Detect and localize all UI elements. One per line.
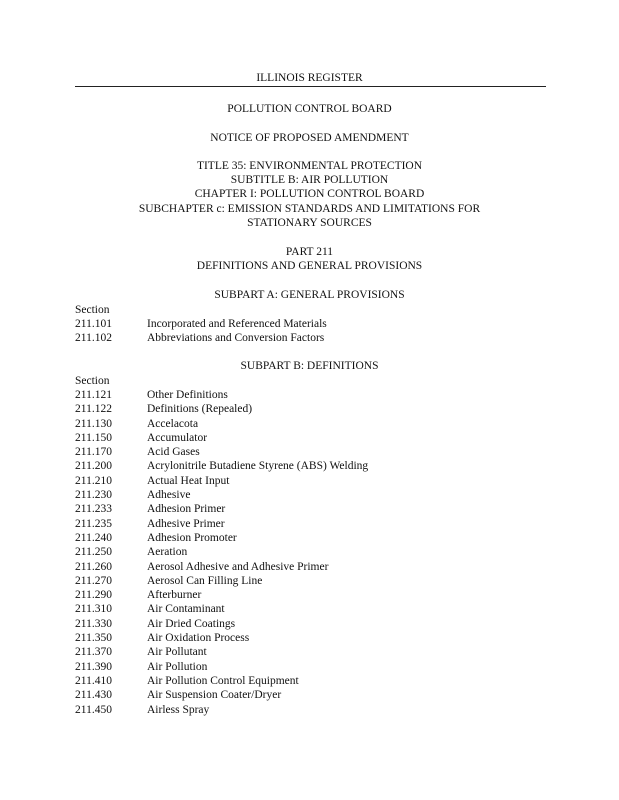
section-number: 211.150 [75,431,112,444]
section-number: 211.101 [75,318,112,330]
section-number: 211.233 [75,503,112,516]
subpart-b-section-list [75,388,368,717]
section-title: Air Pollution [147,660,208,673]
section-entry [75,602,368,616]
section-number: 211.122 [75,403,112,416]
section-title: Aerosol Adhesive and Adhesive Primer [147,560,329,573]
section-number: 211.235 [75,517,112,530]
section-entry [75,674,368,688]
section-entry [75,317,327,331]
section-title: Acid Gases [147,446,200,459]
section-number: 211.200 [75,460,112,473]
section-number: 211.450 [75,703,112,716]
section-number: 211.370 [75,646,112,659]
section-title: Actual Heat Input [147,474,230,487]
section-title: Aeration [147,546,188,559]
section-number: 211.290 [75,589,112,602]
section-title: Aerosol Can Filling Line [147,574,263,587]
section-number: 211.430 [75,689,112,702]
title-line-5: STATIONARY SOURCES [247,217,372,229]
section-number: 211.102 [75,332,112,345]
register-header: ILLINOIS REGISTER [256,72,363,84]
section-entry [75,402,368,416]
section-number: 211.121 [75,389,112,401]
section-title: Air Suspension Coater/Dryer [147,689,282,702]
section-title: Adhesion Promoter [147,531,237,544]
subpart-a-section-label: Section [75,304,110,316]
title-line-1: TITLE 35: ENVIRONMENTAL PROTECTION [196,160,423,172]
section-title: Adhesion Primer [147,503,226,516]
section-entry [75,703,368,717]
subpart-a-section-list [75,317,327,346]
section-entry [75,488,368,502]
section-number: 211.230 [75,489,112,502]
section-entry [75,445,368,459]
section-entry [75,517,368,531]
section-number: 211.270 [75,574,112,587]
section-entry [75,688,368,702]
title-line-2: SUBTITLE B: AIR POLLUTION [230,174,389,186]
section-title: Air Oxidation Process [147,632,250,645]
header-divider [75,86,546,87]
section-number: 211.250 [75,546,112,559]
section-entry [75,645,368,659]
section-entry [75,588,368,602]
section-number: 211.170 [75,446,112,459]
section-entry [75,459,368,473]
section-number: 211.240 [75,531,112,544]
part-number: PART 211 [285,246,334,258]
section-title: Incorporated and Referenced Materials [147,318,327,330]
section-entry [75,474,368,488]
section-title: Air Pollution Control Equipment [147,674,299,687]
section-entry [75,388,368,402]
section-title: Adhesive Primer [147,517,225,530]
section-entry [75,660,368,674]
section-title: Air Pollutant [147,646,207,659]
section-number: 211.310 [75,603,112,616]
subpart-b-section-label: Section [75,375,110,387]
section-number: 211.350 [75,632,112,645]
section-number: 211.130 [75,417,112,430]
section-entry [75,417,368,431]
section-entry [75,331,327,345]
section-title: Accumulator [147,431,208,444]
subpart-a-heading: SUBPART A: GENERAL PROVISIONS [214,289,405,301]
section-title: Abbreviations and Conversion Factors [147,332,325,345]
section-entry [75,631,368,645]
section-entry [75,617,368,631]
section-number: 211.210 [75,474,112,487]
title-line-3: CHAPTER I: POLLUTION CONTROL BOARD [194,188,425,200]
section-number: 211.260 [75,560,112,573]
section-title: Airless Spray [147,703,210,716]
section-title: Acrylonitrile Butadiene Styrene (ABS) Welding [147,460,369,473]
section-title: Definitions (Repealed) [147,403,253,416]
section-title: Afterburner [147,589,202,602]
section-title: Air Contaminant [147,603,225,616]
section-title: Adhesive [147,489,191,502]
section-entry [75,431,368,445]
section-title: Other Definitions [147,389,228,401]
title-line-4: SUBCHAPTER c: EMISSION STANDARDS AND LIMITATIONS FOR [138,203,481,215]
section-number: 211.330 [75,617,112,630]
part-name: DEFINITIONS AND GENERAL PROVISIONS [196,260,423,272]
board-name: POLLUTION CONTROL BOARD [227,103,392,115]
section-entry [75,560,368,574]
section-title: Air Dried Coatings [147,617,236,630]
section-title: Accelacota [147,417,199,430]
section-number: 211.410 [75,674,112,687]
subpart-b-heading: SUBPART B: DEFINITIONS [240,360,379,372]
notice-title: NOTICE OF PROPOSED AMENDMENT [210,132,409,144]
section-entry [75,531,368,545]
section-entry [75,502,368,516]
section-entry [75,574,368,588]
section-number: 211.390 [75,660,112,673]
section-entry [75,545,368,559]
